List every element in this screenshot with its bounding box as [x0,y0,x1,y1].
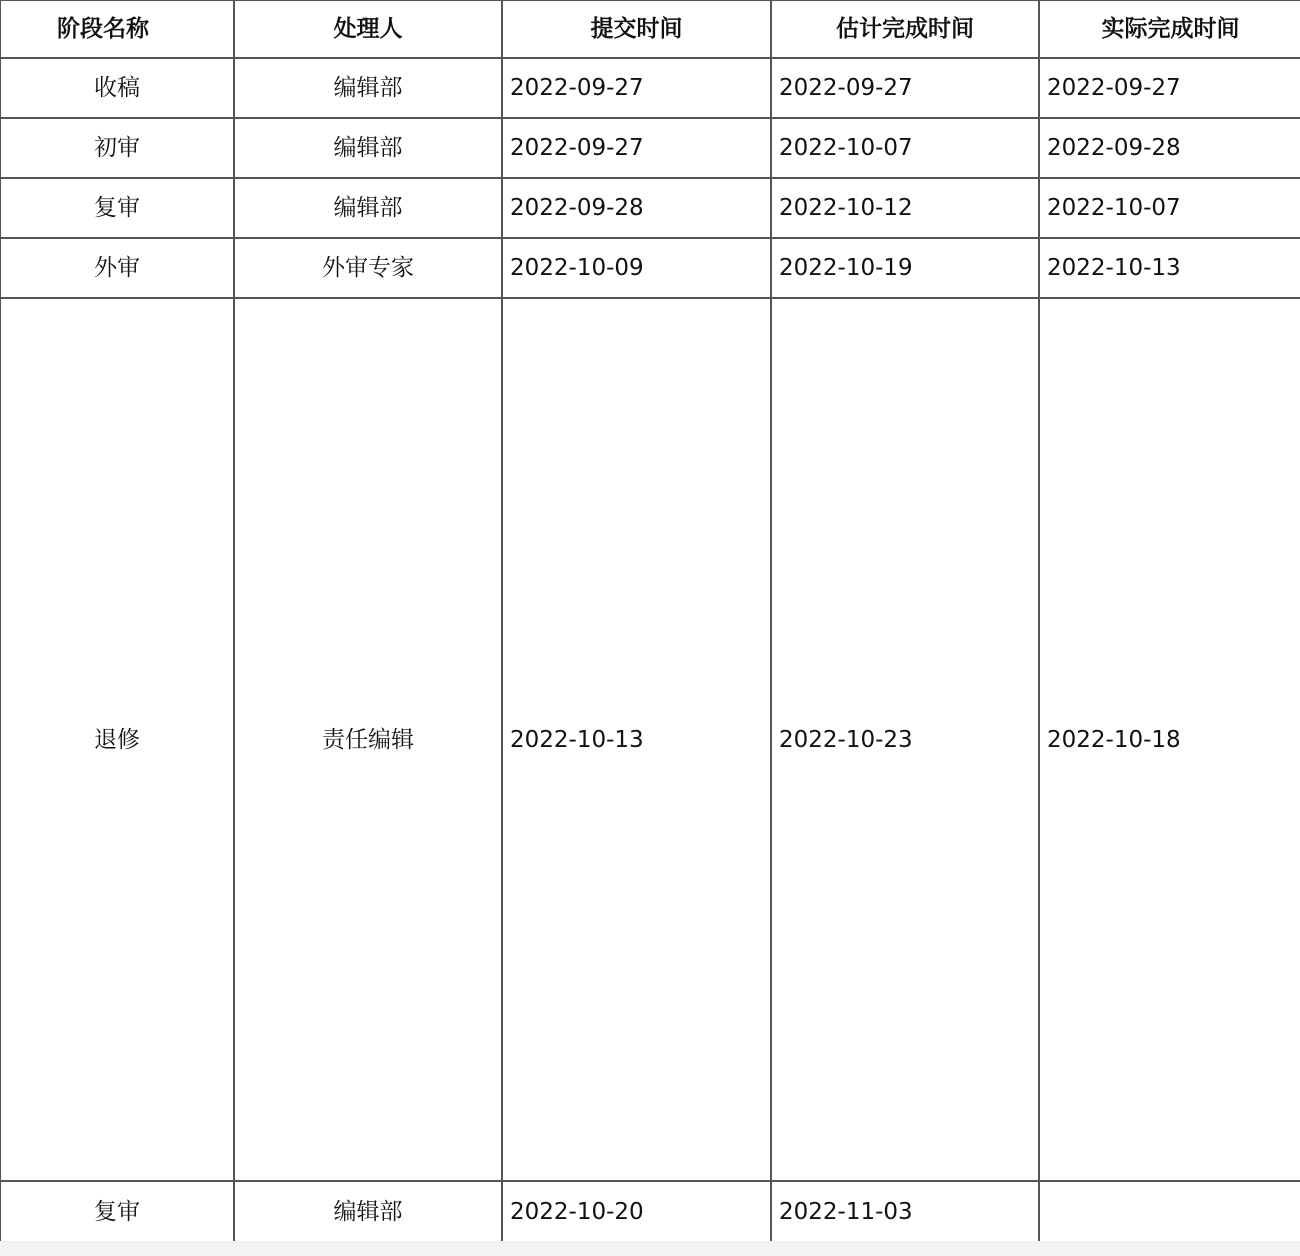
cell-stage: 初审 [0,118,234,178]
header-submitted-time: 提交时间 [502,0,771,58]
cell-submitted: 2022-09-28 [502,178,771,238]
cell-actual: 2022-10-18 [1039,298,1300,1181]
cell-estimated: 2022-10-23 [771,298,1039,1181]
cell-stage: 外审 [0,238,234,298]
cell-handler: 编辑部 [234,58,502,118]
cell-actual: 2022-09-28 [1039,118,1300,178]
header-actual-time: 实际完成时间 [1039,0,1300,58]
table-row [0,238,1300,298]
cell-actual [1039,1181,1300,1241]
cell-actual: 2022-09-27 [1039,58,1300,118]
cell-estimated: 2022-09-27 [771,58,1039,118]
cell-stage: 收稿 [0,58,234,118]
cell-submitted: 2022-10-13 [502,298,771,1181]
cell-handler: 编辑部 [234,1181,502,1241]
cell-handler: 外审专家 [234,238,502,298]
table-row [0,118,1300,178]
cell-estimated: 2022-10-12 [771,178,1039,238]
cell-handler: 编辑部 [234,178,502,238]
cell-stage: 退修 [0,298,234,1181]
cell-submitted: 2022-10-20 [502,1181,771,1241]
cell-submitted: 2022-09-27 [502,58,771,118]
cell-handler: 编辑部 [234,118,502,178]
header-estimated-time: 估计完成时间 [771,0,1039,58]
table-header-row [0,0,1300,58]
cell-actual: 2022-10-13 [1039,238,1300,298]
table-row [0,58,1300,118]
header-stage-name: 阶段名称 [0,0,234,58]
cell-handler: 责任编辑 [234,298,502,1181]
cell-stage: 复审 [0,1181,234,1241]
table-row [0,298,1300,1181]
table-row [0,1181,1300,1241]
cell-submitted: 2022-09-27 [502,118,771,178]
cell-submitted: 2022-10-09 [502,238,771,298]
cell-estimated: 2022-11-03 [771,1181,1039,1241]
header-handler: 处理人 [234,0,502,58]
cell-estimated: 2022-10-07 [771,118,1039,178]
cell-stage: 复审 [0,178,234,238]
cell-estimated: 2022-10-19 [771,238,1039,298]
table-row [0,178,1300,238]
cell-actual: 2022-10-07 [1039,178,1300,238]
